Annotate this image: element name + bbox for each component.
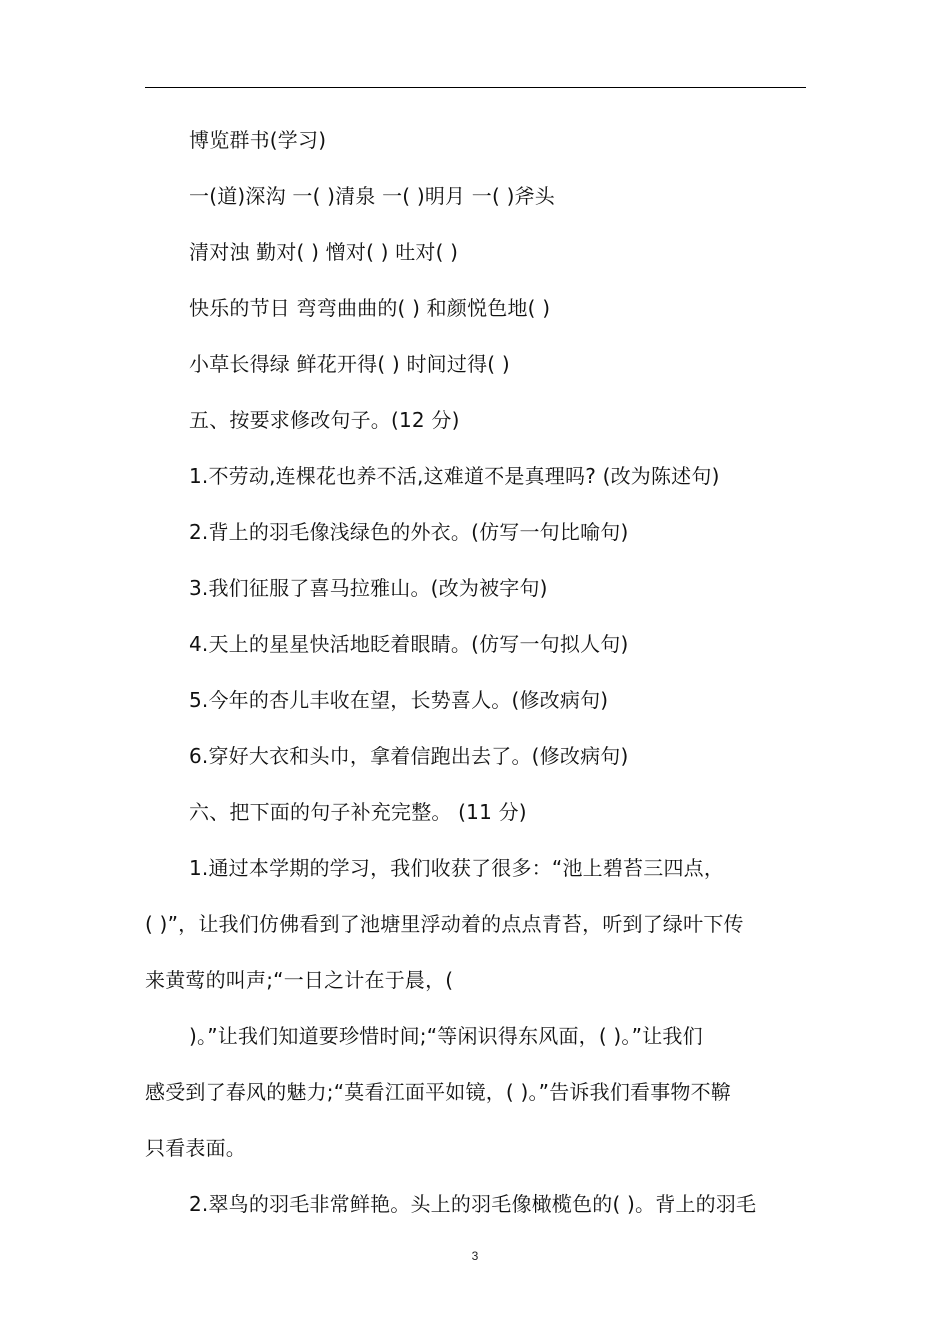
- question-item: 1.不劳动,连棵花也养不活,这难道不是真理吗? (改为陈述句): [189, 464, 720, 488]
- question-item: 2.背上的羽毛像浅绿色的外衣。(仿写一句比喻句): [189, 520, 629, 544]
- paragraph-line: 感受到了春风的魅力;“莫看江面平如镜，( )。”告诉我们看事物不鞥: [145, 1080, 732, 1104]
- paragraph-line: )。”让我们知道要珍惜时间;“等闲识得东风面，( )。”让我们: [189, 1024, 703, 1048]
- header-rule: [145, 87, 806, 88]
- text-line: 博览群书(学习): [189, 128, 327, 152]
- page-number: 3: [471, 1249, 479, 1263]
- question-item: 4.天上的星星快活地眨着眼睛。(仿写一句拟人句): [189, 632, 629, 656]
- text-line: 小草长得绿 鲜花开得( ) 时间过得( ): [189, 352, 510, 376]
- text-line: 一(道)深沟 一( )清泉 一( )明月 一( )斧头: [189, 184, 555, 208]
- section-heading: 五、按要求修改句子。(12 分): [189, 408, 460, 432]
- document-body: [145, 112, 806, 1232]
- paragraph-line: 来黄莺的叫声;“一日之计在于晨，(: [145, 968, 454, 992]
- text-line: 清对浊 勤对( ) 憎对( ) 吐对( ): [189, 240, 459, 264]
- section-heading: 六、把下面的句子补充完整。 (11 分): [189, 800, 527, 824]
- paragraph-line: 2.翠鸟的羽毛非常鲜艳。头上的羽毛像橄榄色的( )。背上的羽毛: [189, 1192, 757, 1216]
- paragraph-line: ( )”，让我们仿佛看到了池塘里浮动着的点点青苔，听到了绿叶下传: [145, 912, 744, 936]
- paragraph-line: 只看表面。: [145, 1136, 246, 1160]
- question-item: 3.我们征服了喜马拉雅山。(改为被字句): [189, 576, 548, 600]
- question-item: 5.今年的杏儿丰收在望，长势喜人。(修改病句): [189, 688, 609, 712]
- text-line: 快乐的节日 弯弯曲曲的( ) 和颜悦色地( ): [189, 296, 551, 320]
- paragraph-line: 1.通过本学期的学习，我们收获了很多：“池上碧苔三四点，: [189, 856, 725, 880]
- question-item: 6.穿好大衣和头巾，拿着信跑出去了。(修改病句): [189, 744, 629, 768]
